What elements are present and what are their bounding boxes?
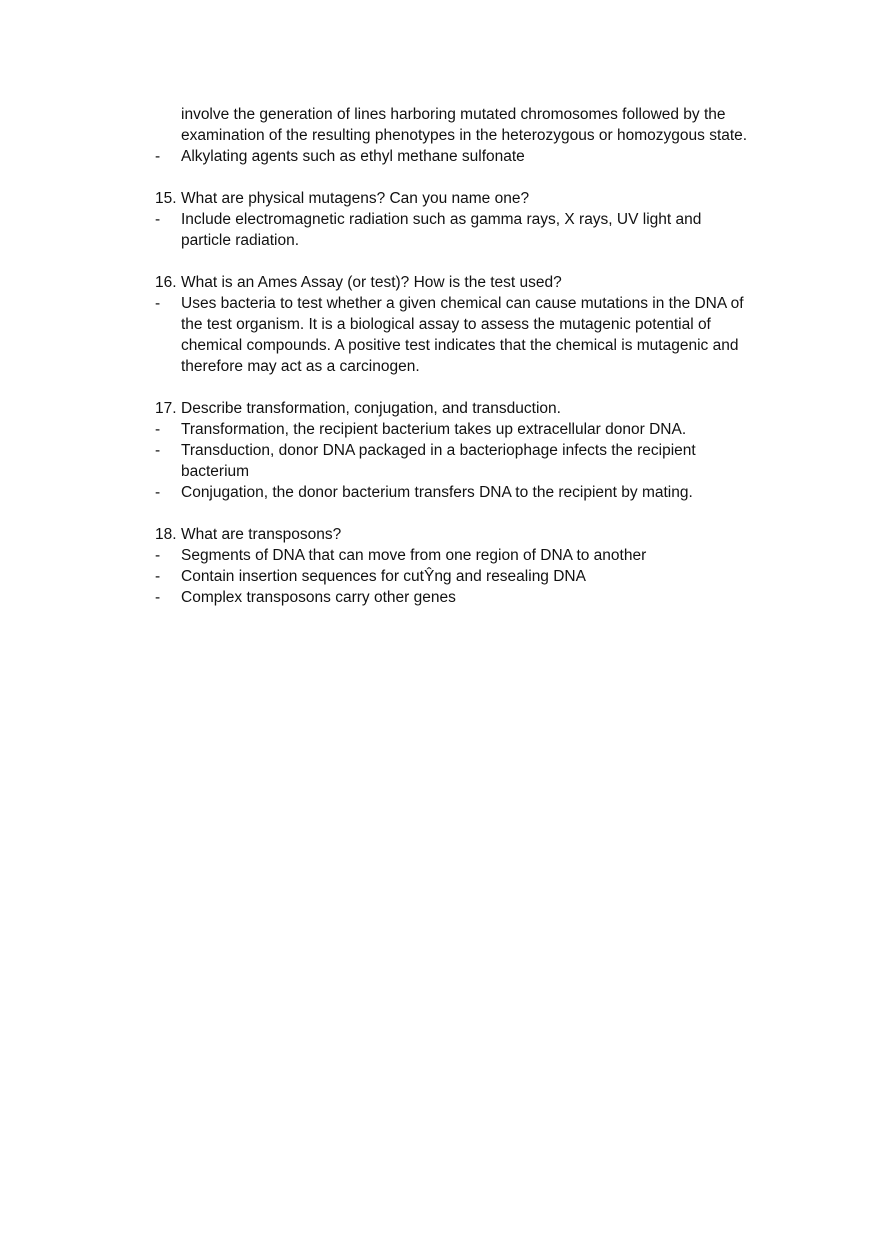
question-number: 17. — [155, 400, 177, 417]
question-15 — [155, 188, 755, 209]
spacer — [155, 251, 755, 272]
bullet-item — [155, 209, 755, 251]
bullet-marker: - — [155, 589, 161, 606]
question-text: What are physical mutagens? Can you name one? — [181, 190, 530, 207]
bullet-marker: - — [155, 547, 161, 564]
bullet-text: Include electromagnetic radiation such as gamma rays, X rays, UV light and particle radiation. — [181, 211, 702, 249]
bullet-marker: - — [155, 484, 161, 501]
bullet-marker: - — [155, 211, 161, 228]
bullet-text: Transduction, donor DNA packaged in a bacteriophage infects the recipient bacterium — [181, 442, 696, 480]
spacer — [155, 167, 755, 188]
bullet-marker: - — [155, 442, 161, 459]
bullet-item — [155, 146, 755, 167]
bullet-text: Alkylating agents such as ethyl methane sulfonate — [181, 148, 525, 165]
bullet-marker: - — [155, 421, 161, 438]
bullet-item — [155, 545, 755, 566]
bullet-marker: - — [155, 295, 161, 312]
bullet-item — [155, 482, 755, 503]
spacer — [155, 377, 755, 398]
question-text: What is an Ames Assay (or test)? How is the test used? — [181, 274, 562, 291]
spacer — [155, 503, 755, 524]
question-16 — [155, 272, 755, 293]
question-18 — [155, 524, 755, 545]
bullet-text: Conjugation, the donor bacterium transfers DNA to the recipient by mating. — [181, 484, 693, 501]
bullet-text: Segments of DNA that can move from one region of DNA to another — [181, 547, 647, 564]
bullet-item — [155, 419, 755, 440]
bullet-marker: - — [155, 568, 161, 585]
question-text: Describe transformation, conjugation, and transduction. — [181, 400, 561, 417]
bullet-text: Contain insertion sequences for cutŶng and resealing DNA — [181, 568, 586, 585]
question-number: 18. — [155, 526, 177, 543]
continuation-paragraph: involve the generation of lines harboring mutated chromosomes followed by the examination of the resulting phenotypes in the heterozygous or homozygous state. — [181, 106, 748, 144]
bullet-item — [155, 440, 755, 482]
bullet-text: Uses bacteria to test whether a given chemical can cause mutations in the DNA of the test organism. It is a biological assay to assess the mutagenic potential of chemical compounds. A positive test indicates that the chemical is mutagenic and therefore may act as a carcinogen. — [181, 295, 744, 375]
question-text: What are transposons? — [181, 526, 342, 543]
bullet-text: Transformation, the recipient bacterium takes up extracellular donor DNA. — [181, 421, 687, 438]
bullet-item — [155, 566, 755, 587]
question-number: 16. — [155, 274, 177, 291]
bullet-text: Complex transposons carry other genes — [181, 589, 456, 606]
question-number: 15. — [155, 190, 177, 207]
bullet-marker: - — [155, 148, 161, 165]
document-body — [155, 104, 755, 608]
bullet-item — [155, 293, 755, 377]
question-17 — [155, 398, 755, 419]
bullet-item — [155, 587, 755, 608]
